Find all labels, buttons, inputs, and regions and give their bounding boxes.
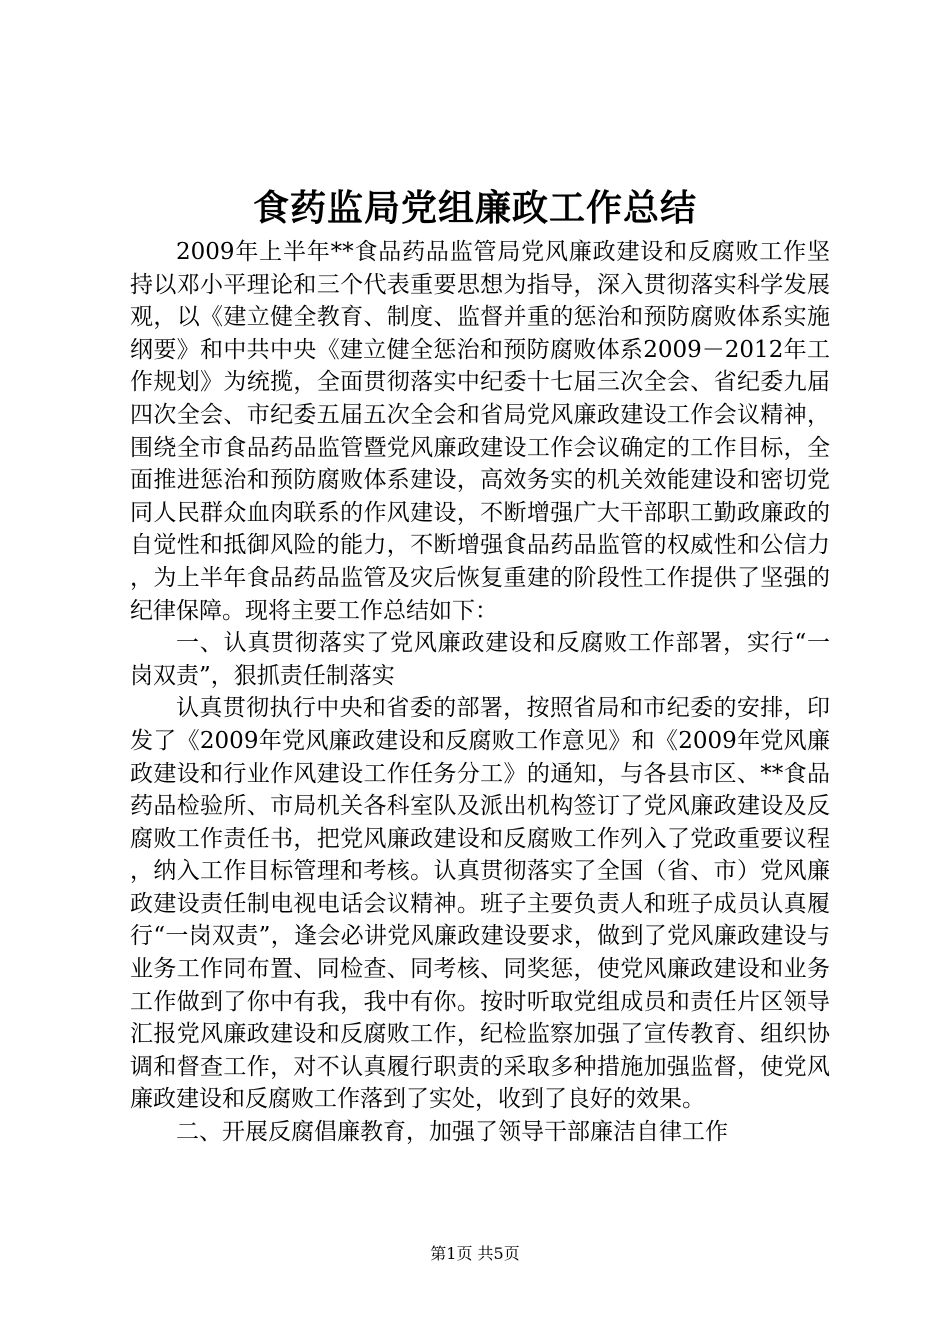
page-footer: 第1页 共5页: [430, 1244, 520, 1263]
document-title: 食药监局党组廉政工作总结: [252, 187, 697, 229]
section-heading-1: 一、认真贯彻落实了党风廉政建设和反腐败工作部署，实行“一岗双责”，狠抓责任制落实: [130, 630, 830, 689]
paragraph-section-1: 认真贯彻执行中央和省委的部署，按照省局和市纪委的安排，印发了《2009年党风廉政建设和反腐败工作意见》和《2009年党风廉政建设和行业作风建设工作任务分工》的通知，与各县市区、**食品药品检验所、市局机关各科室队及派出机构签订了党风廉政建设及反腐败工作责任书，把党风廉政建设和反腐败工作列入了党政重要议程，纳入工作目标管理和考核。认真贯彻落实了全国（省、市）党风廉政建设责任制电视电话会议精神。班子主要负责人和班子成员认真履行“一岗双责”，逢会必讲党风廉政建设要求，做到了党风廉政建设与业务工作同布置、同检查、同考核、同奖惩，使党风廉政建设和业务工作做到了你中有我，我中有你。按时听取党组成员和责任片区领导汇报党风廉政建设和反腐败工作，纪检监察加强了宣传教育、组织协调和督查工作，对不认真履行职责的采取多种措施加强监督，使党风廉政建设和反腐败工作落到了实处，收到了良好的效果。: [130, 695, 830, 1113]
paragraph-intro: 2009年上半年**食品药品监管局党风廉政建设和反腐败工作坚持以邓小平理论和三个代表重要思想为指导，深入贯彻落实科学发展观，以《建立健全教育、制度、监督并重的惩治和预防腐败体系实施纲要》和中共中央《建立健全惩治和预防腐败体系2009－2012年工作规划》为统揽，全面贯彻落实中纪委十七届三次全会、省纪委九届四次全会、市纪委五届五次全会和省局党风廉政建设工作会议精神，围绕全市食品药品监管暨党风廉政建设工作会议确定的工作目标，全面推进惩治和预防腐败体系建设，高效务实的机关效能建设和密切党同人民群众血肉联系的作风建设，不断增强广大干部职工勤政廉政的自觉性和抵御风险的能力，不断增强食品药品监管的权威性和公信力，为上半年食品药品监管及灾后恢复重建的阶段性工作提供了坚强的纪律保障。现将主要工作总结如下：: [130, 239, 830, 624]
document-body: [130, 236, 830, 1149]
section-heading-2: 二、开展反腐倡廉教育，加强了领导干部廉洁自律工作: [176, 1119, 728, 1146]
